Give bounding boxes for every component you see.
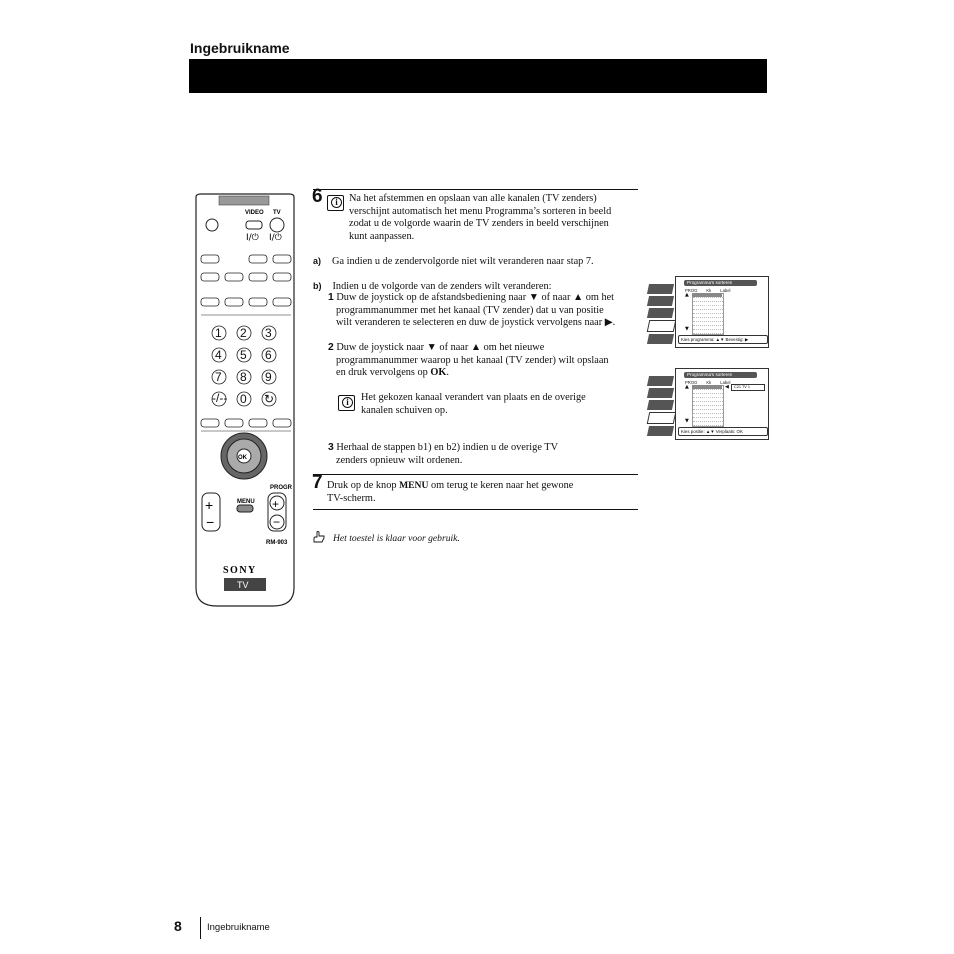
- footer-divider: [200, 917, 201, 939]
- substep-b1-number: 1: [328, 292, 334, 303]
- step6-top-rule: [313, 189, 638, 190]
- row-label: TV 1: [692, 303, 722, 325]
- step7-text-pre: Druk op de knop: [327, 480, 400, 491]
- row-kk: C21: [703, 395, 711, 399]
- tv-screen-illustration-1: [648, 276, 766, 348]
- substep-b3: [328, 442, 638, 467]
- substep-b2-end: .: [446, 367, 449, 379]
- note-line: Het gekozen kanaal verandert van plaats en de overige: [361, 392, 586, 403]
- digit-6: 6: [265, 348, 272, 362]
- column-prog: PROG: [685, 380, 698, 385]
- digit-2: 2: [240, 326, 247, 340]
- substep-b3-line: zenders opnieuw wilt ordenen.: [336, 454, 463, 466]
- menu-tabs: [648, 376, 673, 438]
- substep-b1: [328, 292, 648, 330]
- brand-label: SONY: [223, 565, 257, 576]
- step6-intro-line: kunt aanpassen.: [349, 230, 415, 242]
- menu-key: MENU: [399, 480, 429, 491]
- digit-1: 1: [215, 326, 222, 340]
- info-icon: i: [338, 395, 355, 411]
- selected-row: [692, 293, 722, 325]
- step7-number: 7: [312, 472, 323, 493]
- digit-9: 9: [265, 370, 272, 384]
- black-banner: [189, 59, 767, 93]
- menu-label: MENU: [237, 499, 255, 505]
- option-a: [313, 255, 638, 269]
- page-number: 8: [174, 918, 182, 934]
- substep-b3-line: Herhaal de stappen b1) en b2) indien u de overige TV: [336, 442, 559, 453]
- note-text: [361, 392, 641, 417]
- substep-b2-line: Duw de joystick naar ▼ of naar ▲ om het nieuwe: [336, 342, 545, 353]
- column-label: Label: [720, 288, 731, 293]
- svg-text:+: +: [205, 497, 214, 513]
- tv-menu-title: Programma’s sorteren: [684, 372, 757, 378]
- progr-label: PROGR: [270, 485, 293, 491]
- step7-text-line2: TV-scherm.: [327, 492, 376, 504]
- footer-title: Ingebruikname: [207, 922, 270, 933]
- step6-number: 6: [312, 186, 323, 207]
- row-prog: 1: [693, 303, 696, 307]
- ok-key: OK: [430, 367, 447, 379]
- substep-b1-line: wilt veranderen te selecteren en duw de joystick vervolgens naar ▶.: [336, 317, 616, 329]
- up-arrow-icon: ▲: [685, 384, 689, 390]
- step7-text-post: om terug te keren naar het gewone: [428, 480, 574, 491]
- digit-3: 3: [265, 326, 272, 340]
- move-arrow-icon: ◀: [725, 384, 729, 390]
- substep-b1-line: Duw de joystick op de afstandsbediening naar ▼ of naar ▲ om het: [336, 292, 615, 303]
- step6-intro: [349, 193, 639, 243]
- step6-intro-line: verschijnt automatisch het menu Programma’s sorteren in beeld: [349, 205, 612, 217]
- ok-label: OK: [238, 455, 247, 461]
- digit-7: 7: [215, 370, 222, 384]
- column-prog: PROG: [685, 288, 698, 293]
- digit-4: 4: [215, 348, 222, 362]
- menu-tabs: [648, 284, 673, 346]
- down-arrow-icon: ▼: [685, 418, 689, 424]
- svg-text:−: −: [273, 515, 281, 529]
- digit-0: 0: [240, 392, 247, 406]
- section-title: Ingebruikname: [190, 40, 290, 56]
- up-arrow-icon: ▲: [685, 292, 689, 298]
- substep-b2: [328, 342, 648, 380]
- row-prog: 1: [693, 395, 696, 399]
- tv-badge: TV: [237, 580, 249, 590]
- option-b-text: Indien u de volgorde van de zenders wilt veranderen:: [332, 281, 552, 292]
- ready-note: Het toestel is klaar voor gebruik.: [333, 533, 460, 544]
- column-kk: Kk: [706, 288, 712, 293]
- step7-top-rule: [313, 474, 638, 475]
- hand-pointer-icon: [312, 530, 326, 544]
- option-a-label: a): [313, 256, 322, 266]
- column-kk: Kk: [706, 380, 712, 385]
- svg-text:I/⏻: I/⏻: [269, 233, 282, 243]
- svg-text:+: +: [272, 497, 280, 511]
- selected-row: [692, 385, 722, 417]
- note-line: kanalen schuiven op.: [361, 404, 448, 416]
- tv-screen: [675, 276, 769, 348]
- tv-menu-footer: Kies positie: ▲▼ Verplaats: OK: [678, 427, 768, 436]
- tv-label: TV: [273, 210, 281, 216]
- info-icon: i: [327, 195, 344, 211]
- tv-screen-illustration-2: [648, 368, 766, 440]
- row-label: TV 1: [692, 395, 722, 417]
- moved-channel-box: C21 TV 1: [731, 384, 765, 391]
- digit-8: 8: [240, 370, 247, 384]
- substep-b3-number: 3: [328, 442, 334, 453]
- digit-5: 5: [240, 348, 247, 362]
- substep-b2-line: programmanummer waarop u het kanaal (TV zender) wilt opslaan: [336, 354, 609, 366]
- substep-b2-line: en druk vervolgens op: [336, 367, 428, 379]
- down-arrow-icon: ▼: [685, 326, 689, 332]
- step6-intro-line: zodat u de volgorde waarin de TV zenders in beeld verschijnen: [349, 218, 609, 230]
- option-a-text: Ga indien u de zendervolgorde niet wilt veranderen naar stap 7.: [332, 256, 594, 267]
- tv-menu-title: Programma’s sorteren: [684, 280, 757, 286]
- step7-text: [327, 480, 637, 505]
- model-label: RM-903: [266, 540, 288, 546]
- remote-control-illustration: [193, 193, 297, 608]
- digit-dash: -/--: [212, 391, 228, 405]
- svg-text:I/⏻: I/⏻: [246, 233, 259, 243]
- video-label: VIDEO: [245, 210, 264, 216]
- row-kk: C21: [703, 303, 711, 307]
- step7-bottom-rule: [313, 509, 638, 510]
- option-b-label: b): [313, 281, 322, 291]
- substep-b1-line: programmanummer met het kanaal (TV zender) dat u van positie: [336, 304, 604, 316]
- svg-text:−: −: [206, 514, 215, 530]
- digit-swap: ↻: [264, 392, 275, 406]
- step6-intro-line: Na het afstemmen en opslaan van alle kanalen (TV zenders): [349, 193, 597, 204]
- tv-menu-footer: Kies programma: ▲▼ Bevestig: ▶: [678, 335, 768, 344]
- substep-b2-number: 2: [328, 342, 334, 353]
- tv-screen: [675, 368, 769, 440]
- column-label: Label: [720, 380, 731, 385]
